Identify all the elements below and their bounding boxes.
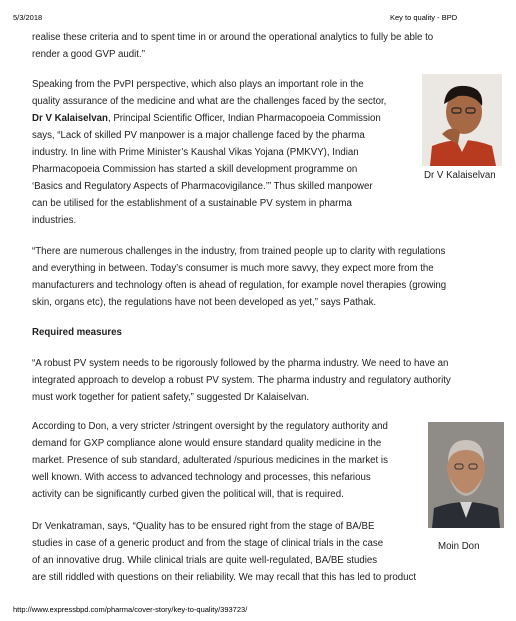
- text-line: industries.: [32, 215, 77, 226]
- text-line: says, “Lack of skilled PV manpower is a major challenge faced by the pharma: [32, 130, 365, 141]
- photo-kalaiselvan: [422, 74, 502, 166]
- text-line: must work together for patient safety,” suggested Dr Kalaiselvan.: [32, 392, 310, 403]
- page-date: 5/3/2018: [13, 13, 43, 22]
- paragraph-venkatraman: [32, 518, 416, 586]
- page-header-title: Key to quality - BPD: [390, 13, 458, 22]
- text-line: Speaking from the PvPI perspective, which also plays an important role in the: [32, 79, 364, 90]
- text-line: “There are numerous challenges in the industry, from trained people up to clarity with regulations: [32, 246, 446, 257]
- text-line: According to Don, a very stricter /stringent oversight by the regulatory authority and: [32, 421, 388, 432]
- caption-kalaiselvan: Dr V Kalaiselvan: [424, 170, 496, 181]
- photo-moin-don: [428, 422, 504, 528]
- text-line: well known. With access to advanced technology and processes, this nefarious: [32, 472, 371, 483]
- text-line: demand for GXP compliance alone would ensure standard quality medicine in the: [32, 438, 382, 449]
- paragraph-don: [32, 418, 388, 503]
- paragraph-pvpi: [32, 76, 386, 229]
- text-line: Pharmacopoeia Commission has started a skill development programme on: [32, 164, 358, 175]
- text-line: studies in case of a generic product and from the stage of clinical trials in the case: [32, 538, 384, 549]
- person-name: Dr V Kalaiselvan: [32, 113, 108, 124]
- person-title: , Principal Scientific Officer, Indian Pharmacopoeia Commission: [107, 113, 381, 124]
- text-line: activity can be significantly curbed given the political will, that is required.: [32, 489, 344, 500]
- text-line: industry. In line with Prime Minister’s Kaushal Vikas Yojana (PMKVY), Indian: [32, 147, 359, 158]
- text-line: quality assurance of the medicine and what are the challenges faced by the sector,: [32, 96, 387, 107]
- footer-url: http://www.expressbpd.com/pharma/cover-story/key-to-quality/393723/: [13, 605, 248, 614]
- text-line: Dr Venkatraman, says, “Quality has to be ensured right from the stage of BA/BE: [32, 521, 375, 532]
- text-line: are still riddled with questions on their reliability. We may recall that this has led to product: [32, 572, 417, 583]
- paragraph-pathak: [32, 243, 446, 311]
- paragraph-intro: [32, 29, 433, 63]
- caption-moin-don: Moin Don: [438, 541, 480, 552]
- section-heading: Required measures: [32, 327, 122, 338]
- text-line: render a good GVP audit.”: [32, 49, 145, 60]
- text-line: realise these criteria and to spent time in or around the operational analytics to fully be able to: [32, 32, 434, 43]
- text-line: ‘Basics and Regulatory Aspects of Pharmacovigilance.’” Thus skilled manpower: [32, 181, 373, 192]
- text-line: can be utilised for the establishment of a sustainable PV system in pharma: [32, 198, 352, 209]
- paragraph-kalaiselvan-quote: [32, 355, 451, 406]
- text-line: integrated approach to develop a robust PV system. The pharma industry and regulatory authority: [32, 375, 451, 386]
- text-line: manufacturers and technology often is ahead of regulation, for example novel therapies (growing: [32, 280, 447, 291]
- text-line-with-name: [32, 110, 386, 127]
- text-line: “A robust PV system needs to be rigorously followed by the pharma industry. We need to have an: [32, 358, 449, 369]
- text-line: market. Presence of sub standard, adulterated /spurious medicines in the market is: [32, 455, 388, 466]
- text-line: skin, organs etc), the regulations have not been developed as yet,” says Pathak.: [32, 297, 377, 308]
- text-line: of an innovative drug. While clinical trials are quite well-regulated, BA/BE studies: [32, 555, 378, 566]
- text-line: and everything in between. Today’s consumer is much more savvy, they expect more from the: [32, 263, 434, 274]
